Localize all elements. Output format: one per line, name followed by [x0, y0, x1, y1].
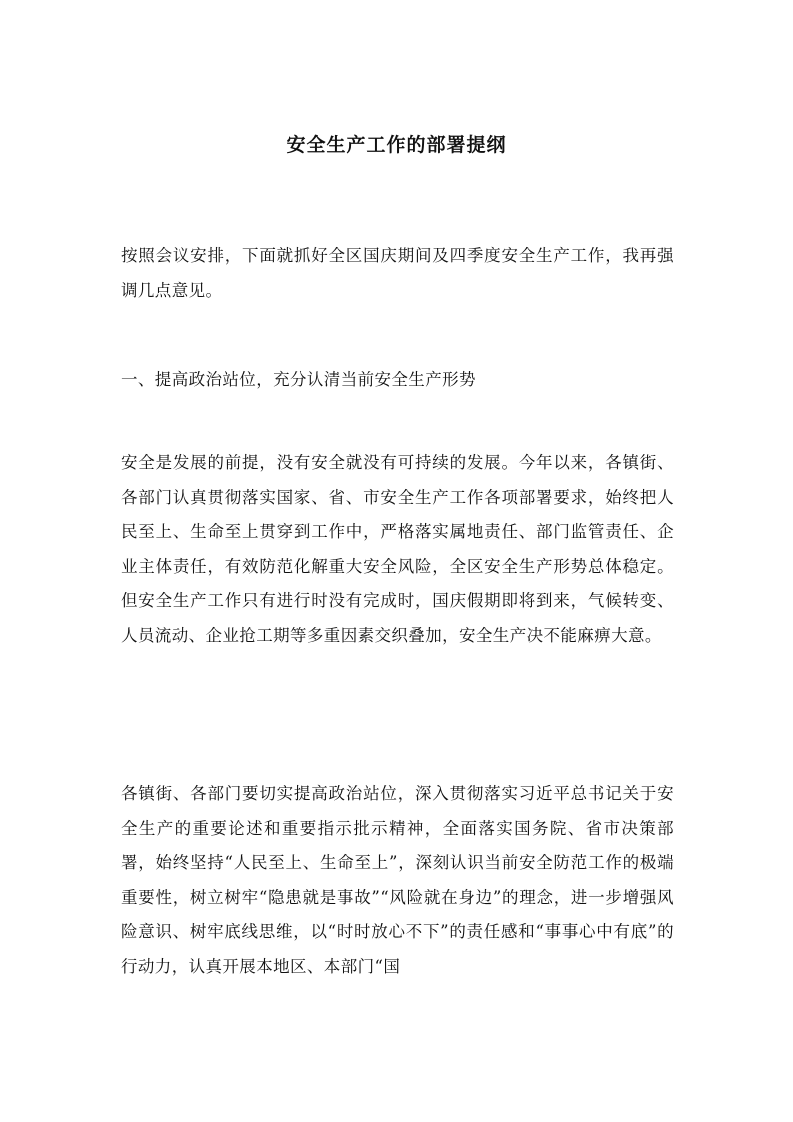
document-title: 安全生产工作的部署提纲 [286, 134, 507, 156]
intro-paragraph: 按照会议安排，下面就抓好全区国庆期间及四季度安全生产工作，我再强调几点意见。 [121, 246, 674, 300]
body-paragraph: 安全是发展的前提，没有安全就没有可持续的发展。今年以来，各镇街、各部门认真贯彻落实国家、省、市安全生产工作各项部署要求，始终把人民至上、生命至上贯穿到工作中，严格落实属地责任、部门监管责任、企业主体责任，有效防范化解重大安全风险，全区安全生产形势总体稳定。但安全生产工作只有进行时没有完成时，国庆假期即将到来，气候转变、人员流动、企业抢工期等多重因素交织叠加，安全生产决不能麻痹大意。 [121, 453, 674, 645]
body-paragraph: 各镇街、各部门要切实提高政治站位，深入贯彻落实习近平总书记关于安全生产的重要论述和重要指示批示精神，全面落实国务院、省市决策部署，始终坚持“人民至上、生命至上”，深刻认识当前安全防范工作的极端重要性，树立树牢“隐患就是事故”“风险就在身边”的理念，进一步增强风险意识、树牢底线思维，以“时时放心不下”的责任感和“事事心中有底”的行动力，认真开展本地区、本部门“国 [121, 784, 674, 976]
section-heading: 一、提高政治站位，充分认清当前安全生产形势 [121, 370, 476, 389]
